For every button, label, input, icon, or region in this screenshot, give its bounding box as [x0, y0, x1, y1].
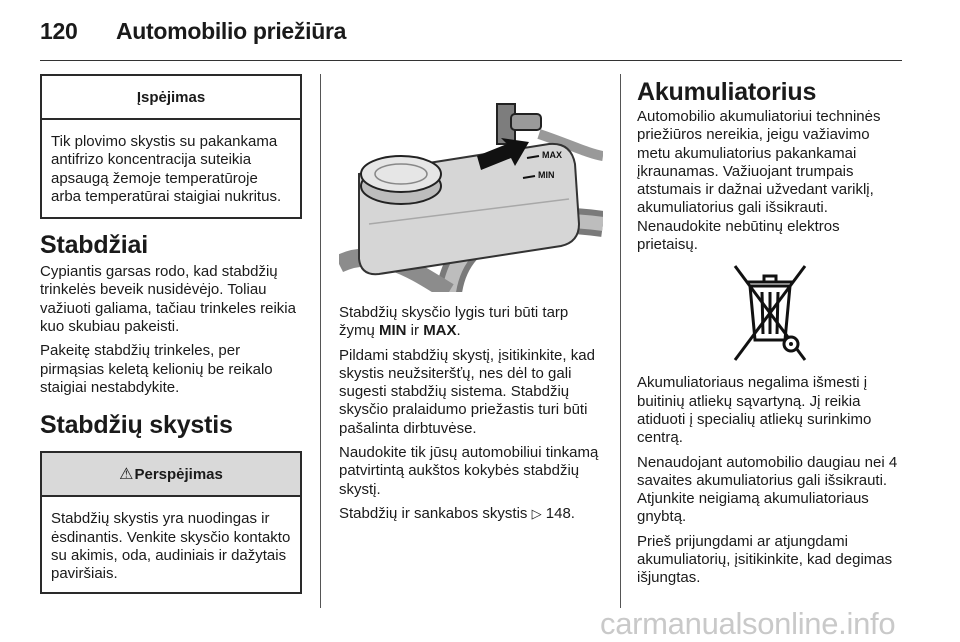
notice-box [40, 74, 302, 219]
crossed-out-bin-icon [731, 262, 809, 364]
column-divider-2 [620, 74, 621, 608]
fluid-level-paragraph [339, 304, 603, 341]
brakes-heading: Stabdžiai [40, 231, 148, 260]
fluid-level-text-end: . [456, 322, 461, 340]
battery-paragraph-4: Prieš prijungdami ar atjungdami akumuliatorių, įsitikinkite, kad degimas išjungtas. [637, 532, 893, 587]
brake-fluid-heading: Stabdžių skystis [40, 411, 233, 440]
battery-paragraph-1: Automobilio akumuliatoriui techninės priežiūros nereikia, jeigu važiavimo metu akumuliatorius pakankamai įkraunamas. Važiuojant trumpais atstumais ir dažnai užvedant variklį, akumuliatorius gali išsikrauti. Nenaudokite nebūtinų elektros prietaisų. [637, 108, 881, 254]
brakes-paragraph-2: Pakeitę stabdžių trinkeles, per pirmąsias keletą kelionių be reikalo staigiai nestabdykite. [40, 342, 273, 396]
max-label: MAX [542, 150, 562, 160]
warning-box [40, 451, 302, 594]
watermark: carmanualsonline.info [600, 606, 896, 641]
column-divider-1 [320, 74, 321, 608]
page-title: Automobilio priežiūra [116, 18, 347, 44]
fluid-level-text: Stabdžių skysčio lygis turi būti tarp žymų [339, 304, 569, 340]
warning-triangle-icon: ⚠ [119, 466, 134, 484]
page-header [40, 18, 902, 45]
column-right [637, 74, 903, 594]
battery-heading: Akumuliatorius [637, 78, 817, 106]
brake-fluid-reservoir-illustration [339, 74, 603, 292]
fluid-type-paragraph: Naudokite tik jūsų automobiliui tinkamą patvirtintą aukštos kokybės stabdžių skystį. [339, 444, 599, 498]
battery-paragraph-3: Nenaudojant automobilio daugiau nei 4 savaites akumuliatorius gali išsikrauti. Atjunkite neigiamą akumuliatoriaus gnybtą. [637, 453, 898, 526]
fluid-reference-paragraph [339, 505, 603, 523]
notice-heading: Įspėjimas [42, 76, 300, 120]
brakes-paragraph-1: Cypiantis garsas rodo, kad stabdžių trinkelės beveik nusidėvėjo. Toliau važiuoti galiama, tačiau trinkeles reikia kuo skubiau pakeisti. [40, 263, 296, 336]
column-left [40, 74, 302, 594]
page-reference-link[interactable]: 148. [545, 504, 575, 522]
max-mark: MAX [423, 322, 457, 340]
min-label: MIN [538, 170, 555, 180]
warning-text: Stabdžių skystis yra nuodingas ir ėsdinantis. Venkite skysčio kontakto su akimis, oda, audiniais ir dažytais paviršiais. [51, 510, 291, 583]
min-mark: MIN [379, 322, 407, 340]
notice-text: Tik plovimo skystis su pakankama antifrizo koncentracija suteikia apsaugą žemoje temperatūroje arba temperatūrai staigiai nukritus. [51, 133, 282, 205]
page-number: 120 [40, 18, 78, 44]
fluid-fill-paragraph: Pildami stabdžių skystį, įsitikinkite, kad skystis neužsiteršťų, nes dėl to gali sugesti stabdžių sistema. Stabdžių skysčio pralaidumo priežastis turi būti pašalinta dirbtuvėse. [339, 346, 595, 437]
warning-heading-label: Perspėjimas [134, 465, 223, 483]
fluid-level-text-mid: ir [406, 322, 424, 340]
fluid-reference-text: Stabdžių ir sankabos skystis [339, 504, 532, 522]
battery-paragraph-2: Akumuliatoriaus negalima išmesti į buitinių atliekų sąvartyną. Jį reikia atiduoti į specialių atliekų surinkimo centrą. [637, 374, 872, 447]
header-divider [40, 60, 902, 61]
column-middle [339, 74, 603, 529]
warning-heading [42, 453, 300, 497]
page-reference-arrow-icon: ▷ [531, 505, 542, 521]
